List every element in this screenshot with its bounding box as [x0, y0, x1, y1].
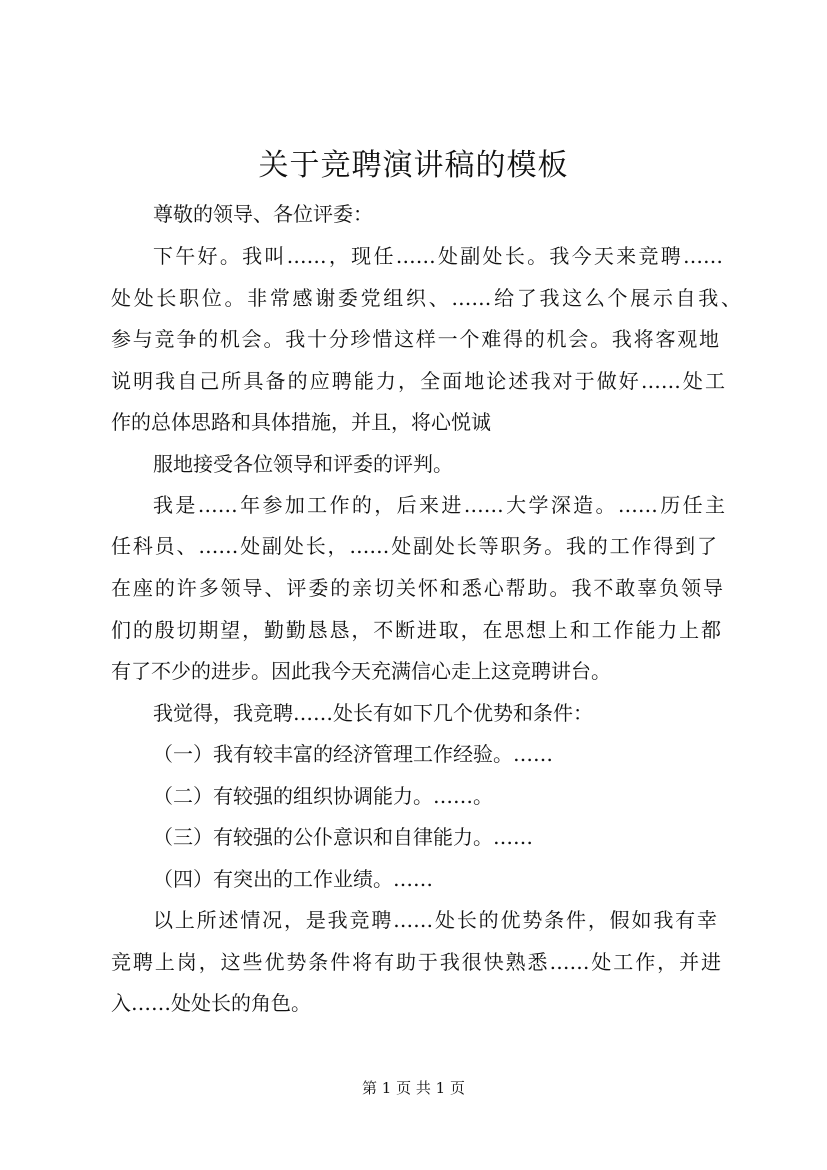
body-line: 竞聘上岗，这些优势条件将有助于我很快熟悉……处工作，并进 [111, 950, 721, 974]
page-footer: 第 1 页 共 1 页 [362, 1079, 465, 1097]
body-line: 服地接受各位领导和评委的评判。 [153, 452, 453, 476]
list-item: （二）有较强的组织协调能力。……。 [153, 784, 493, 808]
body-line: 在座的许多领导、评委的亲切关怀和悉心帮助。我不敢辜负领导 [111, 576, 723, 600]
body-line: 说明我自己所具备的应聘能力，全面地论述我对于做好……处工 [111, 369, 725, 393]
body-line: 们的殷切期望，勤勤恳恳，不断进取，在思想上和工作能力上都 [111, 618, 721, 642]
body-line: 有了不少的进步。因此我今天充满信心走上这竞聘讲台。 [111, 659, 611, 683]
body-line: 入……处处长的角色。 [111, 991, 311, 1015]
list-item: （三）有较强的公仆意识和自律能力。…… [153, 825, 533, 849]
body-line: 我是……年参加工作的，后来进……大学深造。……历任主 [153, 493, 725, 517]
body-line: 我觉得，我竞聘……处长有如下几个优势和条件： [153, 701, 593, 725]
list-item: （四）有突出的工作业绩。…… [153, 867, 433, 891]
body-line: 处处长职位。非常感谢委党组织、……给了我这么个展示自我、 [111, 286, 741, 310]
body-line: 任科员、……处副处长，……处副处长等职务。我的工作得到了 [111, 534, 717, 558]
body-line: 以上所述情况，是我竞聘……处长的优势条件，假如我有幸 [153, 908, 717, 932]
salutation-line: 尊敬的领导、各位评委： [153, 202, 373, 226]
body-line: 下午好。我叫……，现任……处副处长。我今天来竞聘…… [153, 244, 723, 268]
list-item: （一）我有较丰富的经济管理工作经验。…… [153, 742, 553, 766]
body-line: 参与竞争的机会。我十分珍惜这样一个难得的机会。我将客观地 [111, 327, 719, 351]
document-title: 关于竞聘演讲稿的模板 [258, 148, 569, 183]
body-line: 作的总体思路和具体措施，并且，将心悦诚 [111, 410, 491, 434]
